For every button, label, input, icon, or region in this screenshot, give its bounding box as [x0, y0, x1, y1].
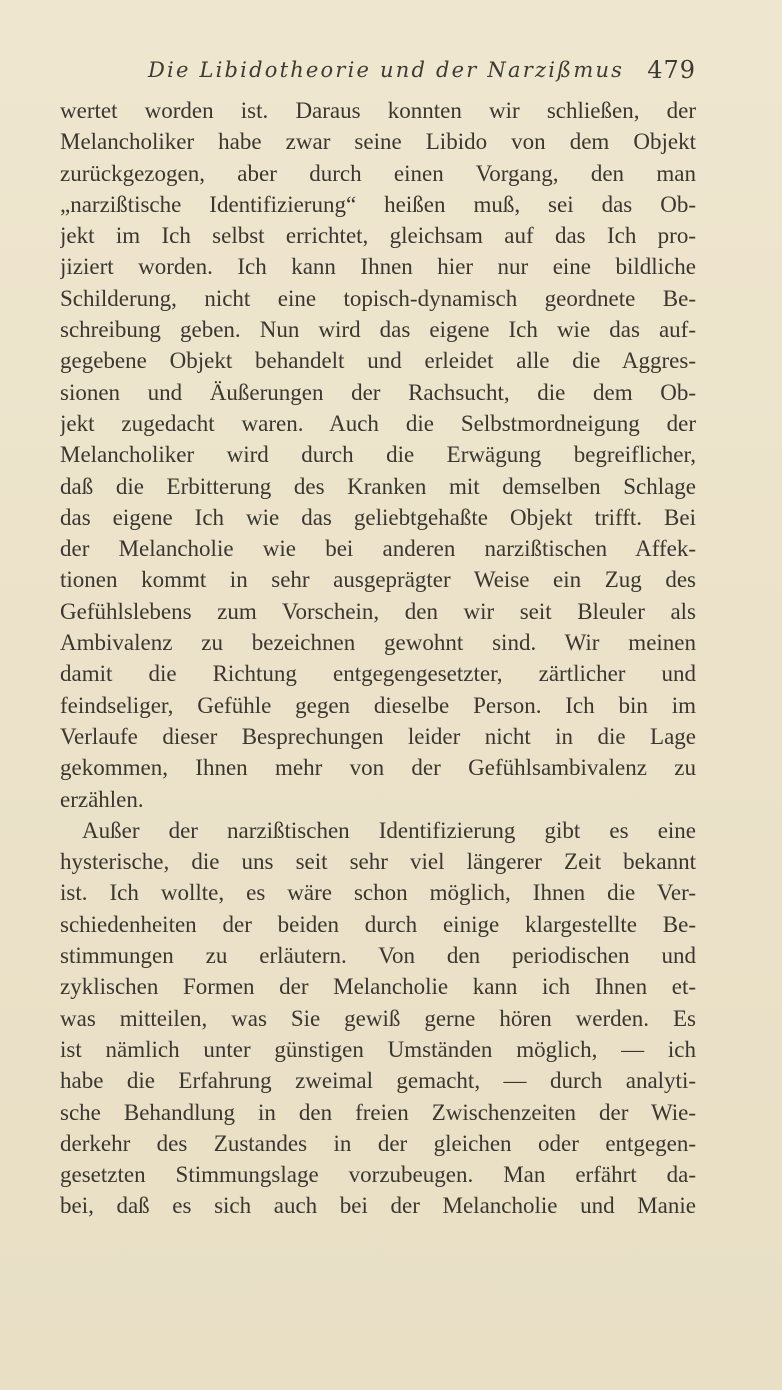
text-line: Ambivalenz zu bezeichnen gewohnt sind. Wir meinen	[60, 630, 696, 656]
text-line: Gefühlslebens zum Vorschein, den wir seit Bleuler als	[60, 598, 696, 624]
text-line: bei, daß es sich auch bei der Melancholie und Manie	[60, 1193, 696, 1219]
text-line: daß die Erbitterung des Kranken mit demselben Schlage	[60, 473, 696, 499]
text-line: ist nämlich unter günstigen Umständen möglich, — ich	[60, 1036, 696, 1062]
text-line: gesetzten Stimmungslage vorzubeugen. Man erfährt da-	[60, 1162, 696, 1188]
text-line: habe die Erfahrung zweimal gemacht, — durch analyti-	[60, 1068, 696, 1094]
text-line: Außer der narzißtischen Identifizierung gibt es eine	[82, 817, 696, 843]
text-line: „narzißtische Identifizierung“ heißen muß, sei das Ob-	[60, 191, 696, 217]
text-line: zurückgezogen, aber durch einen Vorgang, den man	[60, 160, 696, 186]
running-head	[60, 58, 696, 92]
text-line: feindseliger, Gefühle gegen dieselbe Person. Ich bin im	[60, 692, 696, 718]
text-line: Melancholiker wird durch die Erwägung begreiflicher,	[60, 442, 696, 468]
text-line: der Melancholie wie bei anderen narzißtischen Affek-	[60, 536, 696, 562]
text-line: schreibung geben. Nun wird das eigene Ich wie das auf-	[60, 317, 696, 343]
text-line: das eigene Ich wie das geliebtgehaßte Objekt trifft. Bei	[60, 504, 696, 530]
text-line: Melancholiker habe zwar seine Libido von dem Objekt	[60, 129, 696, 155]
text-line: derkehr des Zustandes in der gleichen oder entgegen-	[60, 1130, 696, 1156]
text-line: sche Behandlung in den freien Zwischenzeiten der Wie-	[60, 1099, 696, 1125]
body-text	[60, 95, 696, 1222]
text-line: sionen und Äußerungen der Rachsucht, die dem Ob-	[60, 379, 696, 405]
text-line: jekt im Ich selbst errichtet, gleichsam auf das Ich pro-	[60, 223, 696, 249]
text-line: zyklischen Formen der Melancholie kann ich Ihnen et-	[60, 974, 696, 1000]
text-line: damit die Richtung entgegengesetzter, zärtlicher und	[60, 661, 696, 687]
text-line: tionen kommt in sehr ausgeprägter Weise ein Zug des	[60, 567, 696, 593]
running-title: Die Libidotheorie und der Narzißmus	[148, 58, 625, 82]
text-line: jiziert worden. Ich kann Ihnen hier nur eine bildliche	[60, 254, 696, 280]
page-number: 479	[647, 56, 696, 84]
text-line: Schilderung, nicht eine topisch-dynamisch geordnete Be-	[60, 285, 696, 311]
text-line: gekommen, Ihnen mehr von der Gefühlsambivalenz zu	[60, 755, 696, 781]
text-line: erzählen.	[60, 786, 144, 812]
text-line: Verlaufe dieser Besprechungen leider nicht in die Lage	[60, 723, 696, 749]
text-line: hysterische, die uns seit sehr viel längerer Zeit bekannt	[60, 849, 696, 875]
text-line: was mitteilen, was Sie gewiß gerne hören werden. Es	[60, 1005, 696, 1031]
text-line: jekt zugedacht waren. Auch die Selbstmordneigung der	[60, 410, 696, 436]
text-line: wertet worden ist. Daraus konnten wir schließen, der	[60, 98, 696, 123]
text-line: schiedenheiten der beiden durch einige klargestellte Be-	[60, 911, 696, 937]
text-line: gegebene Objekt behandelt und erleidet alle die Aggres-	[60, 348, 696, 374]
text-line: stimmungen zu erläutern. Von den periodischen und	[60, 943, 696, 969]
text-line: ist. Ich wollte, es wäre schon möglich, Ihnen die Ver-	[60, 880, 696, 906]
